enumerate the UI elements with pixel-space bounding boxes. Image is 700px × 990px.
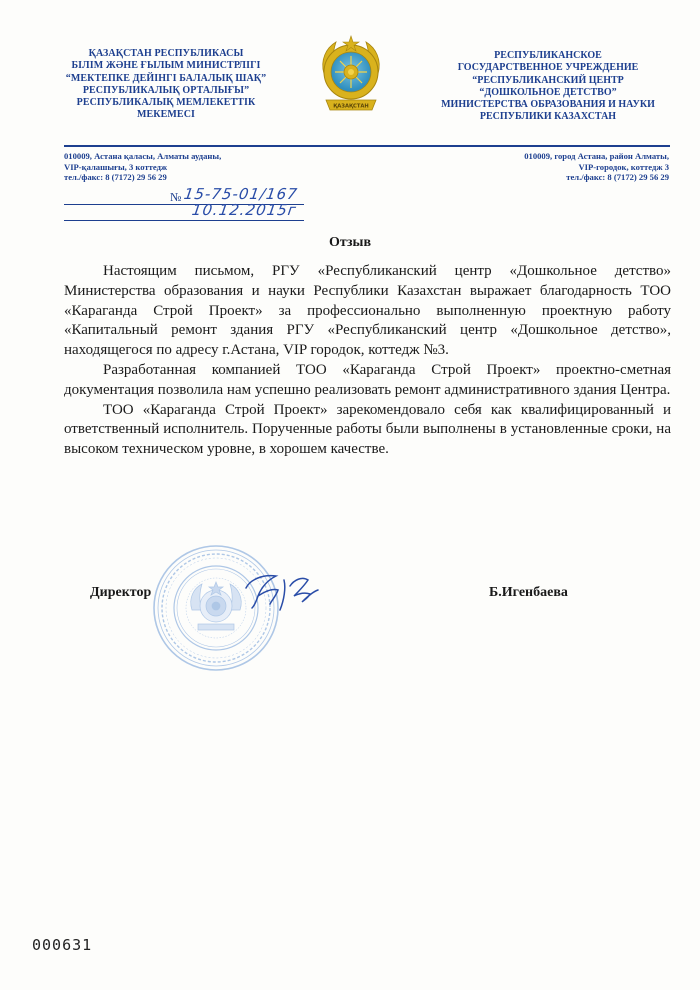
address-line: тел./факс: 8 (7172) 29 56 29: [566, 172, 669, 183]
header-right-line: РЕСПУБЛИКИ КАЗАХСТАН: [479, 111, 617, 123]
letter-paragraph: ТОО «Караганда Строй Проект» зарекомендовало себя как квалифицированный и ответственный исполнитель. Порученные работы были выполнены в установленные сроки, на высоком техническом уровне, в хорошем качестве.: [64, 401, 671, 458]
serial-number: 000631: [32, 936, 93, 954]
letter-title: Отзыв: [328, 235, 372, 250]
header-right-line: ГОСУДАРСТВЕННОЕ УЧРЕЖДЕНИЕ: [457, 62, 639, 74]
letter-body: [64, 262, 671, 460]
header-left-line: МЕКЕМЕСІ: [136, 109, 196, 121]
header-left-line: “МЕКТЕПКЕ ДЕЙІНГІ БАЛАЛЫҚ ШАҚ”: [65, 72, 267, 84]
address-line: 010009, Астана қаласы, Алматы ауданы,: [64, 151, 222, 161]
address-russian: [420, 151, 669, 183]
header-left-line: ҚАЗАҚСТАН РЕСПУБЛИКАСЫ: [88, 48, 244, 59]
header-right-line: МИНИСТЕРСТВА ОБРАЗОВАНИЯ И НАУКИ: [441, 99, 655, 111]
header-right-line: “РЕСПУБЛИКАНСКИЙ ЦЕНТР: [472, 74, 624, 86]
letter-paragraph: Разработанная компанией ТОО «Караганда Строй Проект» проектно-сметная документация позволила нам успешно реализовать ремонт административного здания Центра.: [64, 361, 671, 398]
header-org-russian: [430, 50, 666, 124]
address-line: 010009, город Астана, район Алматы,: [524, 151, 669, 161]
emblem-ribbon-text: ҚАЗАҚСТАН: [333, 103, 369, 110]
header-divider: [64, 145, 670, 147]
registration-date-line: [64, 220, 304, 221]
registration-number-label: №: [170, 190, 182, 204]
address-line: VIP-қалашығы, 3 коттедж: [64, 161, 168, 172]
header-right-line: РЕСПУБЛИКАНСКОЕ: [494, 50, 602, 61]
address-kazakh: [64, 151, 324, 183]
handwritten-signature-icon: [232, 566, 328, 616]
address-line: VIP-городок, коттедж 3: [578, 161, 669, 172]
header-left-line: РЕСПУБЛИКАЛЫҚ ОРТАЛЫҒЫ”: [82, 84, 250, 96]
signatory-title: Директор: [90, 585, 152, 600]
header-left-line: РЕСПУБЛИКАЛЫҚ МЕМЛЕКЕТТІК: [76, 97, 256, 109]
registration-date-handwritten: 10.12.2015г: [190, 201, 299, 219]
letter-paragraph: Настоящим письмом, РГУ «Республиканский центр «Дошкольное детство» Министерства образования и науки Республики Казахстан выражает благодарность ТОО «Караганда Строй Проект» за профессионально выполненную проектную работу «Капитальный ремонт здания РГУ «Республиканский центр «Дошкольное детство», находящегося по адресу г.Астана, VIP городок, коттедж №3.: [64, 263, 671, 359]
address-line: тел./факс: 8 (7172) 29 56 29: [64, 172, 167, 183]
header-right-line: “ДОШКОЛЬНОЕ ДЕТСТВО”: [479, 86, 617, 98]
registration-number-handwritten: 15-75-01/167: [182, 185, 300, 203]
header-org-kazakh: [52, 48, 280, 122]
signatory-name: Б.Игенбаева: [489, 585, 568, 600]
state-emblem-icon: [318, 30, 384, 120]
header-left-line: БІЛІМ ЖӘНЕ ҒЫЛЫМ МИНИСТРЛІГІ: [71, 60, 261, 72]
